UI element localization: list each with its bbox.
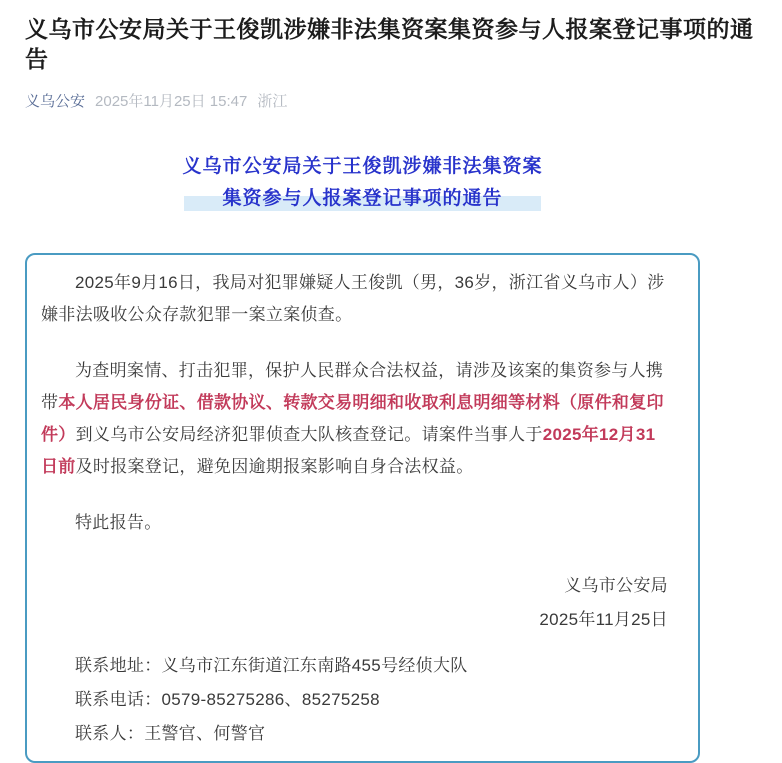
paragraph-2-text-2: 到义乌市公安局经济犯罪侦查大队核查登记。请案件当事人于 — [75, 425, 543, 444]
notice-paragraph-1: 2025年9月16日，我局对犯罪嫌疑人王俊凯（男，36岁，浙江省义乌市人）涉嫌非法吸收公众存款犯罪一案立案侦查。 — [41, 273, 665, 324]
signature-organization: 义乌市公安局 — [564, 576, 668, 595]
contact-block — [41, 649, 668, 751]
paragraph-2-emphasis-materials: 本人居民身份证、借款协议、转款交易明细和收取利息明细等材料（原件和复印件） — [41, 393, 664, 444]
byline — [25, 90, 757, 111]
contact-person: 联系人：王警官、何警官 — [75, 724, 266, 743]
notice-heading-line2-highlight: 集资参与人报案登记事项的通告 — [184, 183, 540, 215]
notice-heading-line1: 义乌市公安局关于王俊凯涉嫌非法集资案 — [182, 156, 543, 177]
notice-body-box — [25, 253, 700, 763]
signature-date: 2025年11月25日 — [539, 610, 668, 629]
notice-heading — [25, 151, 700, 215]
page-title: 义乌市公安局关于王俊凯涉嫌非法集资案集资参与人报案登记事项的通告 — [25, 16, 754, 72]
signature-block — [41, 569, 668, 637]
notice-paragraph-2 — [41, 355, 668, 483]
paragraph-2-text-3: 及时报案登记，避免因逾期报案影响自身合法权益。 — [75, 457, 474, 476]
publish-location: 浙江 — [257, 93, 288, 110]
notice-heading-line2 — [25, 183, 700, 215]
paragraph-2-text-1: 为查明案情、打击犯罪，保护人民群众合法权益，请涉及该案的集资参与人携带 — [41, 361, 664, 412]
publish-datetime: 2025年11月25日 15:47 — [95, 93, 248, 110]
contact-phone: 联系电话：0579-85275286、85275258 — [75, 690, 380, 709]
contact-address: 联系地址：义乌市江东街道江东南路455号经侦大队 — [75, 656, 468, 675]
notice-paragraph-3: 特此报告。 — [75, 513, 162, 532]
paragraph-2-emphasis-deadline: 2025年12月31日前 — [41, 425, 656, 476]
account-name-link[interactable]: 义乌公安 — [25, 93, 86, 110]
